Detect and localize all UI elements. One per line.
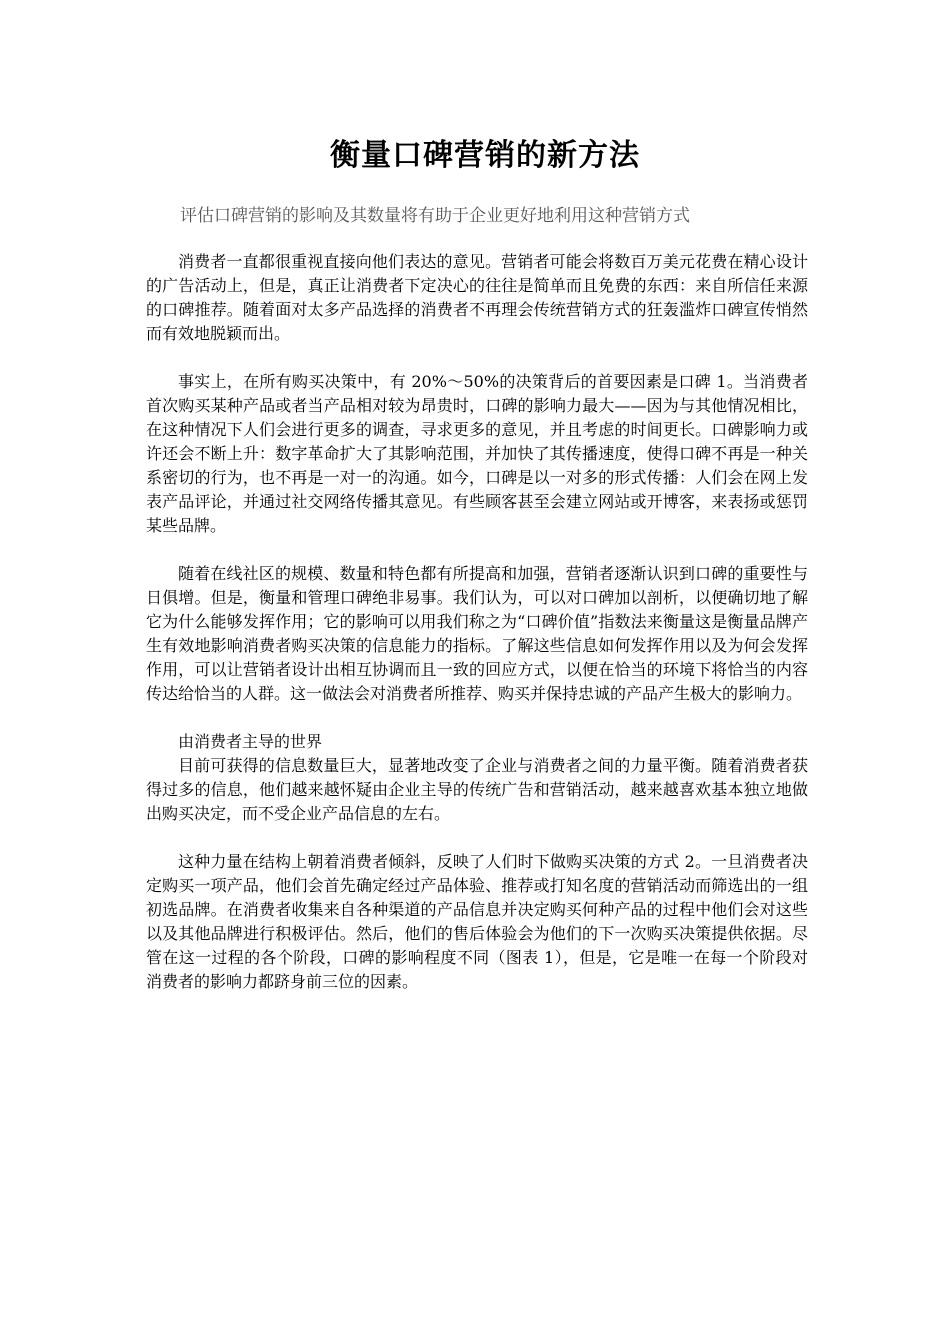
paragraph-online-communities: 随着在线社区的规模、数量和特色都有所提高和加强，营销者逐渐认识到口碑的重要性与日俱增。但是，衡量和管理口碑绝非易事。我们认为，可以对口碑加以剖析，以便确切地了解它为什么能够发挥作用；它的影响可以用我们称之为“口碑价值”指数法来衡量这是衡量品牌产生有效地影响消费者购买决策的信息能力的指标。了解这些信息如何发挥作用以及为何会发挥作用，可以让营销者设计出相互协调而且一致的回应方式，以便在恰当的环境下将恰当的内容传达给恰当的人群。这一做法会对消费者所推荐、购买并保持忠诚的产品产生极大的影响力。 (146, 564, 808, 703)
paragraph-decision-process: 这种力量在结构上朝着消费者倾斜，反映了人们时下做购买决策的方式 2。一旦消费者决定购买一项产品，他们会首先确定经过产品体验、推荐或打知名度的营销活动而筛选出的一组初选品牌。在消费者收集来自各种渠道的产品信息并决定购买何种产品的过程中他们会对这些以及其他品牌进行积极评估。然后，他们的售后体验会为他们的下一次购买决策提供依据。尽管在这一过程的各个阶段，口碑的影响程度不同（图表 1），但是，它是唯一在每一个阶段对消费者的影响力都跻身前三位的因素。 (146, 852, 808, 991)
document-subtitle: 评估口碑营销的影响及其数量将有助于企业更好地利用这种营销方式 (180, 206, 690, 226)
paragraph-intro: 消费者一直都很重视直接向他们表达的意见。营销者可能会将数百万美元花费在精心设计的广告活动上，但是，真正让消费者下定决心的往往是简单而且免费的东西：来自所信任来源的口碑推荐。随着面对太多产品选择的消费者不再理会传统营销方式的狂轰滥炸口碑宣传悄然而有效地脱颖而出。 (146, 252, 808, 343)
section-heading: 由消费者主导的世界 (178, 732, 323, 751)
document-body (146, 250, 808, 994)
paragraph-information-volume: 目前可获得的信息数量巨大，显著地改变了企业与消费者之间的力量平衡。随着消费者获得过多的信息，他们越来越怀疑由企业主导的传统广告和营销活动，越来越喜欢基本独立地做出购买决定，而不受企业产品信息的左右。 (146, 756, 808, 823)
paragraph-facts: 事实上，在所有购买决策中，有 20%～50%的决策背后的首要因素是口碑 1。当消费者首次购买某种产品或者当产品相对较为昂贵时，口碑的影响力最大——因为与其他情况相比，在这种情况下人们会进行更多的调查，寻求更多的意见，并且考虑的时间更长。口碑影响力或许还会不断上升：数字革命扩大了其影响范围，并加快了其传播速度，使得口碑不再是一种关系密切的行为，也不再是一对一的沟通。如今，口碑是以一对多的形式传播：人们会在网上发表产品评论，并通过社交网络传播其意见。有些顾客甚至会建立网站或开博客，来表扬或惩罚某些品牌。 (146, 372, 808, 535)
document-title: 衡量口碑营销的新方法 (330, 138, 640, 173)
